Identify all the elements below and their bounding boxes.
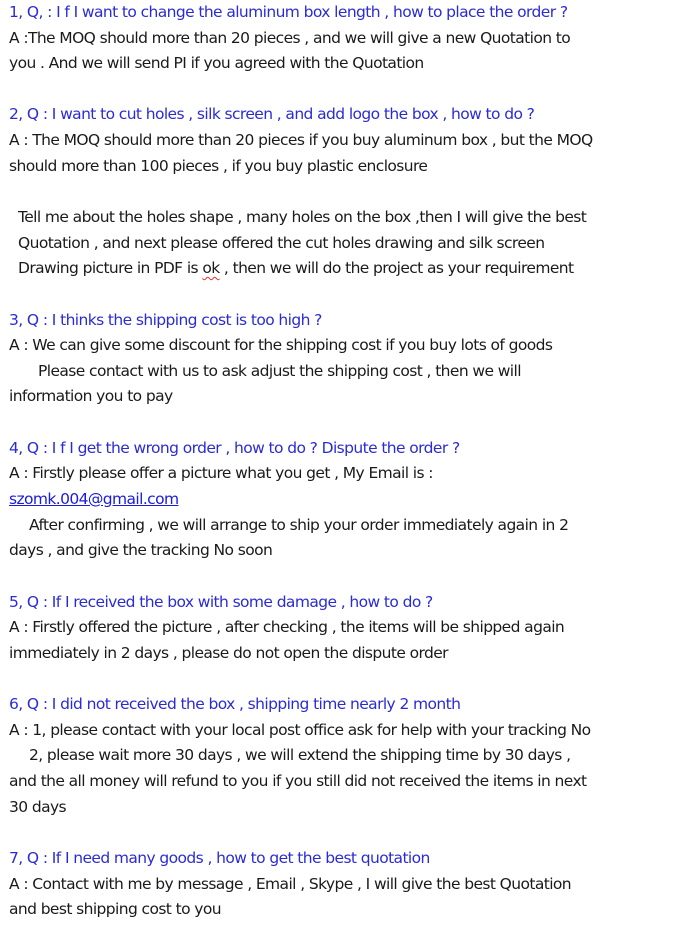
faq-1-answer-line-1: A :The MOQ should more than 20 pieces , and we will give a new Quotation to [9, 29, 571, 47]
faq-4-answer-line-2: After confirming , we will arrange to ship your order immediately again in 2 [29, 516, 569, 534]
faq-2-extra-line-3 [18, 258, 574, 278]
faq-3-question: 3, Q : I thinks the shipping cost is too high ? [9, 311, 322, 329]
email-link[interactable]: szomk.004@gmail.com [9, 490, 179, 508]
faq-2-answer-line-1: A : The MOQ should more than 20 pieces if you buy aluminum box , but the MOQ [9, 131, 593, 149]
faq-2-extra-line-1: Tell me about the holes shape , many holes on the box ,then I will give the best [18, 208, 587, 226]
faq-2-extra-line-3-end: , then we will do the project as your requirement [219, 259, 574, 277]
faq-5-question: 5, Q : If I received the box with some damage , how to do ? [9, 593, 433, 611]
faq-2-answer-line-2: should more than 100 pieces , if you buy plastic enclosure [9, 157, 428, 175]
faq-4-question: 4, Q : I f I get the wrong order , how to do ? Dispute the order ? [9, 439, 460, 457]
faq-6-answer-line-4: 30 days [9, 798, 67, 816]
faq-4-answer-line-3: days , and give the tracking No soon [9, 541, 273, 559]
faq-2-question: 2, Q : I want to cut holes , silk screen , and add logo the box , how to do ? [9, 105, 535, 123]
faq-7-answer-line-2: and best shipping cost to you [9, 900, 221, 918]
faq-2-extra-line-2: Quotation , and next please offered the cut holes drawing and silk screen [18, 234, 545, 252]
faq-1-question: 1, Q, : I f I want to change the aluminum box length , how to place the order ? [9, 3, 568, 21]
faq-3-answer-line-3: information you to pay [9, 387, 173, 405]
faq-6-question: 6, Q : I did not received the box , shipping time nearly 2 month [9, 695, 461, 713]
faq-3-answer-line-1: A : We can give some discount for the shipping cost if you buy lots of goods [9, 336, 553, 354]
faq-6-answer-line-3: and the all money will refund to you if you still did not received the items in next [9, 772, 587, 790]
faq-5-answer-line-2: immediately in 2 days , please do not open the dispute order [9, 644, 448, 662]
faq-7-question: 7, Q : If I need many goods , how to get the best quotation [9, 849, 430, 867]
faq-6-answer-line-2: 2, please wait more 30 days , we will extend the shipping time by 30 days , [29, 746, 571, 764]
spellcheck-flagged-word: ok [202, 259, 220, 277]
faq-5-answer-line-1: A : Firstly offered the picture , after checking , the items will be shipped again [9, 618, 565, 636]
faq-1-answer-line-2: you . And we will send PI if you agreed with the Quotation [9, 54, 424, 72]
faq-7-answer-line-1: A : Contact with me by message , Email , Skype , I will give the best Quotation [9, 875, 572, 893]
faq-4-answer-line-1: A : Firstly please offer a picture what you get , My Email is : [9, 464, 433, 482]
faq-6-answer-line-1: A : 1, please contact with your local post office ask for help with your tracking No [9, 721, 591, 739]
faq-3-answer-line-2: Please contact with us to ask adjust the shipping cost , then we will [38, 362, 521, 380]
faq-2-extra-line-3-start: Drawing picture in PDF is [18, 259, 203, 277]
